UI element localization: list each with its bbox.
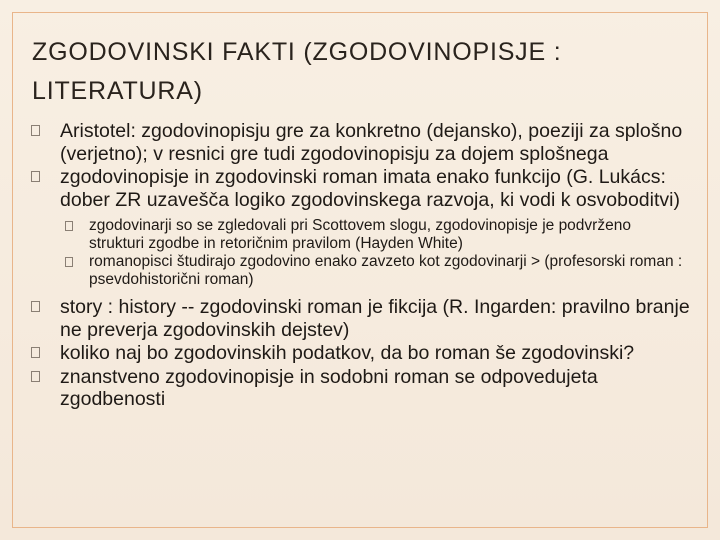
sub-bullet-list xyxy=(30,217,690,289)
bullet-text: story : history -- zgodovinski roman je fikcija (R. Ingarden: pravilno branje ne preverja zgodovinskih dejstev) xyxy=(60,296,690,341)
square-bullet-icon xyxy=(31,371,40,382)
bullet-item xyxy=(30,366,690,411)
square-bullet-icon xyxy=(65,257,73,267)
square-bullet-icon xyxy=(31,301,40,312)
slide-content xyxy=(30,120,690,411)
bullet-item xyxy=(30,342,690,365)
bullet-text: znanstveno zgodovinopisje in sodobni roman se odpovedujeta zgodbenosti xyxy=(60,365,598,410)
bullet-item xyxy=(30,120,690,165)
square-bullet-icon xyxy=(31,171,40,182)
slide-title: ZGODOVINSKI FAKTI (ZGODOVINOPISJE : LITERATURA) xyxy=(32,38,562,105)
bullet-text: koliko naj bo zgodovinskih podatkov, da bo roman še zgodovinski? xyxy=(60,342,635,364)
sub-bullet-text: zgodovinarji so se zgledovali pri Scottovem slogu, zgodovinopisje je podvrženo strukturi zgodbe in retoričnim pravilom (Hayden White) xyxy=(89,217,631,252)
sub-bullet-text: romanopisci študirajo zgodovino enako zavzeto kot zgodovinarji > (profesorski roman : psevdohistorični roman) xyxy=(89,253,683,288)
bullet-item xyxy=(30,296,690,341)
sub-bullet-item xyxy=(30,217,690,253)
square-bullet-icon xyxy=(65,221,73,231)
bullet-text: zgodovinopisje in zgodovinski roman imata enako funkcijo (G. Lukács: dober ZR uzavešča logiko zgodovinskega razvoja, ki vodi k osvoboditvi) xyxy=(60,166,680,211)
square-bullet-icon xyxy=(31,125,40,136)
square-bullet-icon xyxy=(31,347,40,358)
bullet-item xyxy=(30,166,690,211)
bullet-text: Aristotel: zgodovinopisju gre za konkretno (dejansko), poeziji za splošno (verjetno); v resnici gre tudi zgodovinopisju za dojem splošnega xyxy=(60,120,683,165)
sub-bullet-item xyxy=(30,253,690,289)
